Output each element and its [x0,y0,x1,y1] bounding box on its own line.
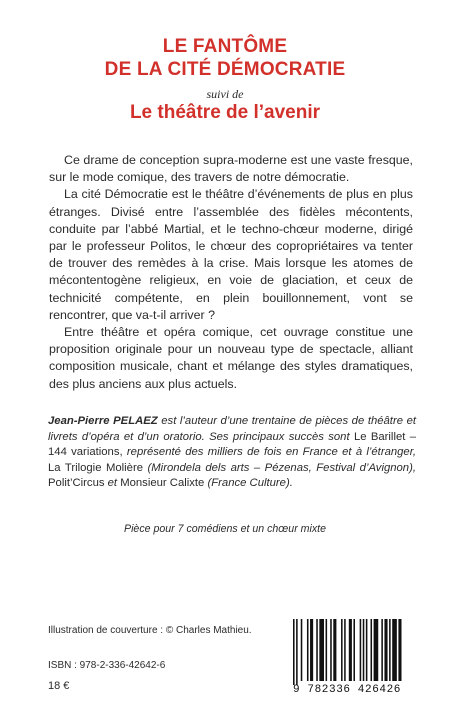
bio-text-2: représenté des milliers de fois en France et à l’étranger, [122,446,416,459]
author-bio [48,414,416,492]
barcode-bar [293,619,295,685]
cast-note: Pièce pour 7 comédiens et un chœur mixte [124,523,326,535]
suivi-de-label: suivi de [206,87,244,101]
barcode-bar [360,619,362,681]
book-subtitle: Le théâtre de l’avenir [129,102,321,123]
barcode-bar [374,619,379,681]
barcode-bar [366,619,368,681]
barcode-bar [307,619,309,681]
barcode-bar [389,619,391,681]
barcode-bars [284,615,410,685]
price: 18 € [48,680,70,692]
summary-paragraph-2: La cité Démocratie est le théâtre d’événements de plus en plus étranges. Divisé entre l’assemblée des fidèles mécontents, conduite par l’abbé Martial, et le techno-chœur moderne, dirigé par le professeur Politos, le chœur des copropriétaires va tenter de trouver des remèdes à la crise. Mais lorsque les atomes de mécontentogène religieux, en voie de glaciation, et ceux de technicité compétente, en plein bouillonnement, vont se rencontrer, que va-t-il arriver ? [49,187,413,322]
isbn-number: ISBN : 978-2-336-42642-6 [48,660,166,671]
book-title-line-1: LE FANTÔME [162,36,288,57]
summary-paragraph-3: Entre théâtre et opéra comique, cet ouvrage constitue une proposition originale pour un nouveau type de spectacle, alliant composition musicale, chant et mélange des styles dramatiques, des plus anciens aux plus actuels. [49,325,413,391]
illustration-credit: Illustration de couverture : © Charles Mathieu. [48,625,252,636]
barcode-bar [353,619,355,681]
barcode-bar [301,619,303,681]
barcode-bar [316,619,318,681]
barcode [284,615,410,701]
barcode-bar [349,619,352,681]
barcode-bar [326,619,328,681]
work-title-2: La Trilogie Molière [48,461,144,474]
barcode-bar [398,619,401,681]
barcode-bar [384,619,387,681]
barcode-bar [363,619,365,681]
author-name: Jean-Pierre PELAEZ [48,415,158,427]
summary-paragraph-1: Ce drame de conception supra-moderne est une vaste fresque, sur le mode comique, des travers de notre démocratie. [49,153,413,185]
barcode-bar [371,619,373,681]
barcode-bar [381,619,383,681]
bio-text-5: (France Culture). [204,477,293,490]
barcode-digits: 9 782336 426426 [292,684,402,696]
barcode-bar [330,619,332,681]
barcode-bar [296,619,298,685]
work-title-4: Monsieur Calixte [120,477,205,490]
summary-text [49,152,413,393]
work-title-3: Polit’Circus [48,477,105,490]
bio-text-3: (Mirondela dels arts – Pézenas, Festival d’Avignon), [143,461,416,474]
bio-text-1: est l’auteur d’une trentaine de pièces de théâtre et livrets d’opéra et d’un oratorio. Ses principaux succès sont [48,415,416,443]
book-title-line-2: DE LA CITÉ DÉMOCRATIE [104,59,346,80]
barcode-bar [310,619,313,681]
barcode-bar [344,619,346,681]
barcode-bar [341,619,343,681]
barcode-bar [392,619,397,681]
barcode-bar [333,619,336,681]
barcode-bar [319,619,324,681]
bio-text-4: et [104,477,121,490]
work-title-1: Le Barillet – 144 variations, [48,430,416,459]
